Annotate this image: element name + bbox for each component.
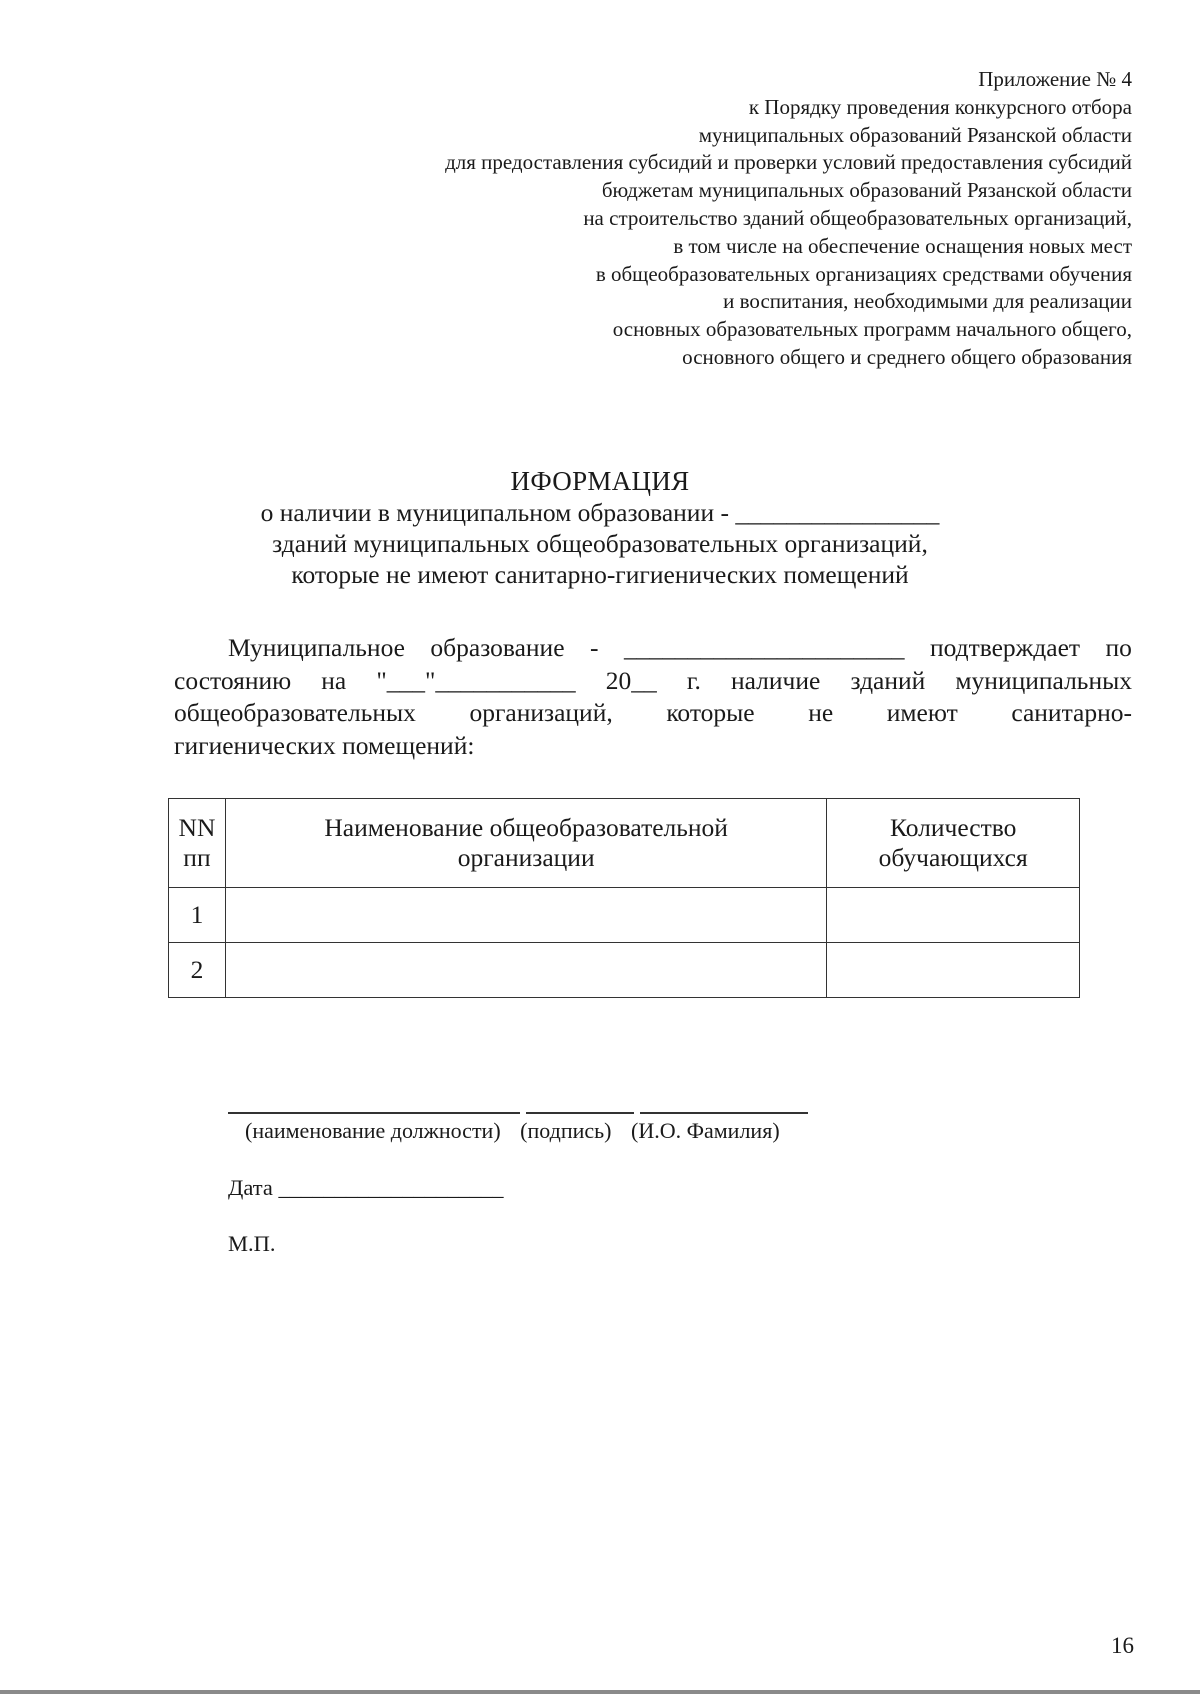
word: состоянию	[174, 665, 292, 695]
word: санитарно-	[1011, 698, 1132, 727]
signature-lines	[228, 1112, 828, 1114]
position-line	[228, 1112, 520, 1114]
header-text: организации	[457, 843, 595, 872]
paragraph-line	[174, 697, 1132, 730]
word: не	[808, 698, 834, 727]
word: имеют	[886, 698, 958, 727]
date-row	[228, 1174, 503, 1202]
blank-field: ______________________	[623, 633, 905, 662]
scan-bottom-edge	[0, 1690, 1200, 1694]
header-organization-name	[225, 799, 827, 888]
word: образование	[430, 633, 565, 662]
word: по	[1105, 633, 1132, 662]
date-label: Дата	[228, 1175, 273, 1200]
document-title	[0, 466, 1200, 590]
word: на	[321, 665, 347, 695]
signature-caption: (подпись)	[520, 1118, 612, 1143]
title-line: которые не имеют санитарно-гигиенических помещений	[291, 560, 909, 589]
paragraph-line	[174, 632, 1132, 665]
appendix-line: к Порядку проведения конкурсного отбора	[748, 94, 1132, 119]
appendix-line: в общеобразовательных организациях средствами обучения	[595, 261, 1132, 286]
word: Муниципальное	[228, 633, 405, 662]
position-caption: (наименование должности)	[245, 1118, 501, 1143]
cell-organization-name	[225, 888, 827, 943]
cell-number: 2	[169, 943, 226, 998]
lead-paragraph	[174, 632, 1132, 762]
appendix-line: на строительство зданий общеобразовательных организаций,	[583, 205, 1132, 230]
header-text: Наименование общеобразовательной	[324, 813, 728, 842]
header-text: обучающихся	[878, 843, 1028, 872]
paragraph-line: гигиенических помещений:	[174, 730, 475, 760]
word: зданий	[850, 665, 926, 695]
table-header-row	[169, 799, 1080, 888]
appendix-line: для предоставления субсидий и проверки условий предоставления субсидий	[445, 150, 1132, 175]
cell-student-count	[827, 943, 1080, 998]
word: подтверждает	[929, 633, 1081, 662]
title-heading: ИФОРМАЦИЯ	[510, 466, 690, 496]
cell-number: 1	[169, 888, 226, 943]
signature-line	[526, 1112, 634, 1114]
word: наличие	[730, 665, 821, 695]
header-text: пп	[183, 843, 211, 872]
organizations-table	[168, 798, 1080, 998]
word: муниципальных	[955, 665, 1132, 695]
paragraph-line	[174, 665, 1132, 698]
word: организаций,	[469, 698, 613, 727]
name-caption: (И.О. Фамилия)	[631, 1118, 780, 1143]
word: -	[590, 633, 599, 662]
word: общеобразовательных	[174, 698, 416, 727]
stamp-place-label: М.П.	[228, 1231, 276, 1256]
appendix-header	[232, 66, 1132, 372]
header-number	[169, 799, 226, 888]
signature-captions	[245, 1118, 794, 1144]
appendix-line: Приложение № 4	[978, 67, 1132, 91]
name-line	[640, 1112, 808, 1114]
appendix-line: основных образовательных программ начального общего,	[612, 317, 1132, 342]
table-row	[169, 888, 1080, 943]
header-text: NN	[178, 813, 216, 842]
appendix-line: в том числе на обеспечение оснащения новых мест	[673, 233, 1132, 258]
word: которые	[666, 698, 755, 727]
header-student-count	[827, 799, 1080, 888]
title-line: о наличии в муниципальном образовании - ________________	[260, 498, 940, 527]
cell-organization-name	[225, 943, 827, 998]
title-line: зданий муниципальных общеобразовательных организаций,	[272, 529, 928, 558]
cell-student-count	[827, 888, 1080, 943]
appendix-line: основного общего и среднего общего образования	[682, 344, 1132, 369]
appendix-line: и воспитания, необходимыми для реализации	[723, 289, 1132, 314]
date-blank: "___"___________	[376, 665, 576, 695]
table-row	[169, 943, 1080, 998]
word: г.	[686, 665, 701, 695]
header-text: Количество	[890, 813, 1017, 842]
appendix-line: муниципальных образований Рязанской области	[698, 122, 1132, 147]
appendix-line: бюджетам муниципальных образований Рязанской области	[601, 178, 1132, 203]
year-blank: 20__	[605, 665, 657, 695]
date-blank: ____________________	[278, 1175, 504, 1200]
page-number: 16	[1111, 1633, 1134, 1658]
